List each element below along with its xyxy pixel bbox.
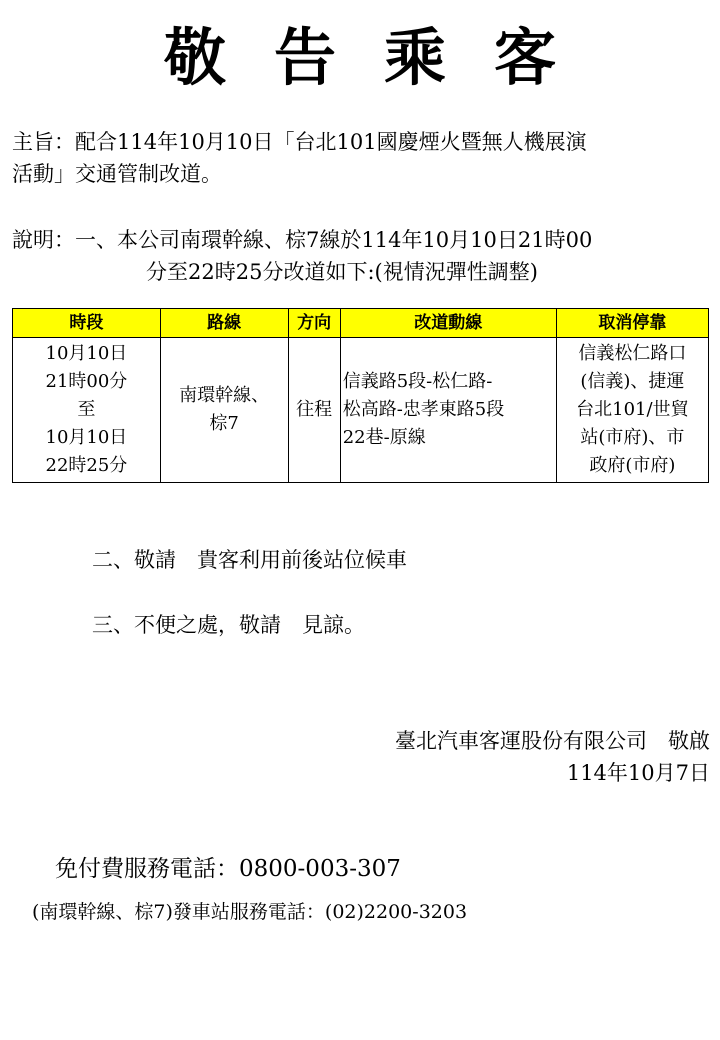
cancel-line: 站(市府)、市 — [580, 427, 685, 448]
header-cancel: 取消停靠 — [556, 309, 708, 338]
notice-title: 敬告乘客 — [163, 21, 604, 94]
hotline-phone: 免付費服務電話：0800-003-307 — [55, 856, 401, 882]
time-cell — [13, 338, 161, 483]
subject-line: 活動」交通管制改道。 — [12, 162, 222, 186]
cancel-line: 信義松仁路口 — [578, 343, 687, 364]
cancel-line: 政府(市府) — [589, 455, 676, 476]
detour-line: 信義路5段-松仁路- — [342, 371, 493, 392]
header-detour: 改道動線 — [340, 309, 556, 338]
detour-line: 22巷-原線 — [342, 427, 426, 448]
table-header-row — [13, 309, 709, 338]
route-cell — [160, 338, 288, 483]
time-line: 10月10日 — [45, 427, 128, 448]
subject-line: 主旨：配合114年10月10日「台北101國慶煙火暨無人機展演 — [12, 130, 587, 154]
header-route: 路線 — [160, 309, 288, 338]
route-line: 南環幹線、 — [179, 385, 270, 406]
station-phone: (南環幹線、棕7)發車站服務電話：(02)2200-3203 — [32, 901, 468, 923]
company-signature: 臺北汽車客運股份有限公司 敬啟 — [395, 729, 710, 753]
route-line: 棕7 — [209, 413, 239, 434]
notice-item-3: 三、不便之處，敬請 見諒。 — [92, 613, 365, 637]
explanation-line: 分至22時25分改道如下:(視情況彈性調整) — [146, 260, 538, 284]
cancel-line: (信義)、捷運 — [580, 371, 685, 392]
explanation-paragraph — [12, 224, 712, 288]
table-row — [13, 338, 709, 483]
header-time: 時段 — [13, 309, 161, 338]
time-line: 至 — [77, 399, 96, 420]
direction-cell: 往程 — [288, 338, 340, 483]
header-direction: 方向 — [288, 309, 340, 338]
detour-cell — [340, 338, 556, 483]
explanation-line: 說明：一、本公司南環幹線、棕7線於114年10月10日21時00 — [12, 228, 593, 252]
time-line: 22時25分 — [45, 455, 128, 476]
subject-paragraph — [12, 126, 712, 190]
cancel-line: 台北101/世貿 — [576, 399, 689, 420]
detour-line: 松高路-忠孝東路5段 — [342, 399, 505, 420]
time-line: 10月10日 — [45, 343, 128, 364]
notice-item-2: 二、敬請 貴客利用前後站位候車 — [92, 548, 407, 572]
cancel-cell — [556, 338, 708, 483]
detour-table — [12, 308, 709, 483]
time-line: 21時00分 — [45, 371, 128, 392]
signature-date: 114年10月7日 — [566, 761, 710, 785]
